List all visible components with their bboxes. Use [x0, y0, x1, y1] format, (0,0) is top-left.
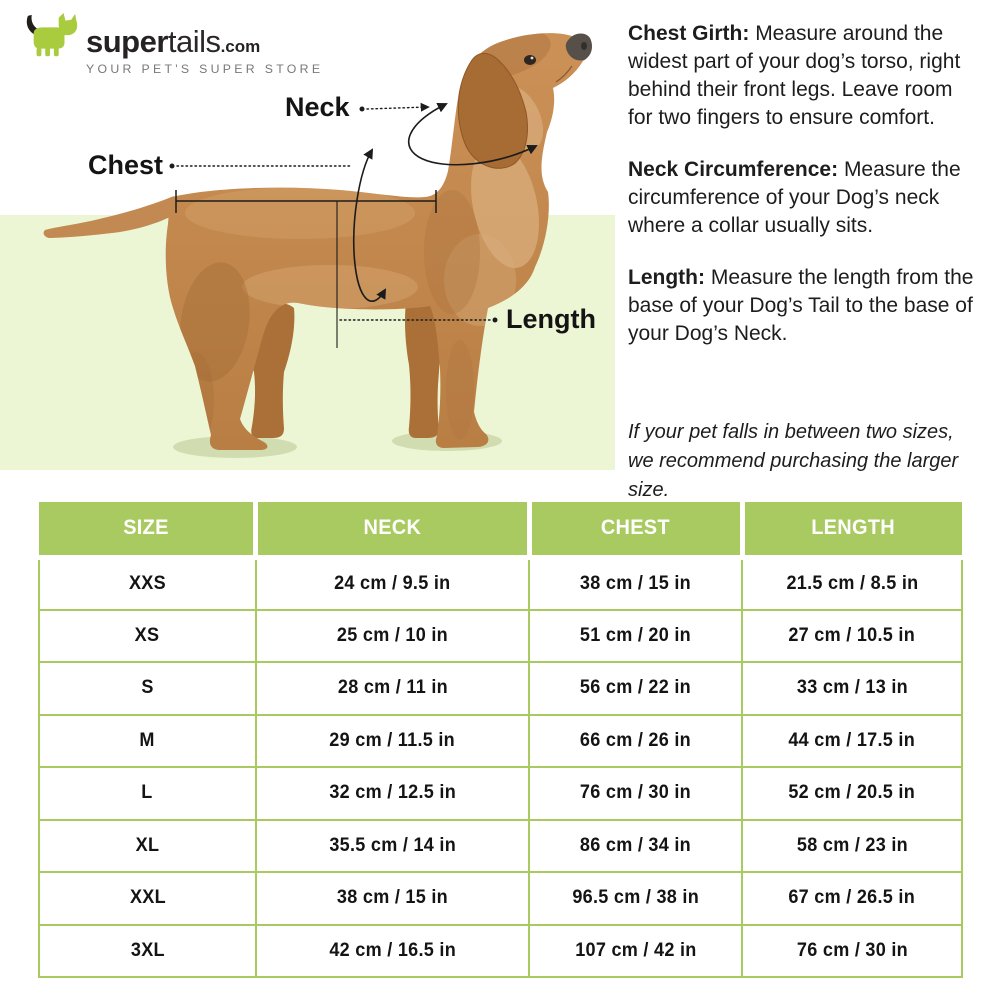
- chest-cell: 66 cm / 26 in: [529, 715, 742, 768]
- chest-cell: 56 cm / 22 in: [529, 662, 742, 715]
- size-cell: M: [39, 715, 256, 768]
- length-instruction: [628, 264, 980, 348]
- size-chart: [38, 502, 963, 978]
- brand-name: [86, 26, 323, 57]
- table-row: [39, 925, 962, 978]
- chest-cell: 76 cm / 30 in: [529, 767, 742, 820]
- header-chest: CHEST: [529, 502, 742, 557]
- size-cell: XS: [39, 610, 256, 663]
- neck-cell: 29 cm / 11.5 in: [256, 715, 529, 768]
- size-cell: XXL: [39, 872, 256, 925]
- supertails-logo: [22, 12, 323, 76]
- length-label: Length: [506, 304, 596, 334]
- brand-tagline: YOUR PET'S SUPER STORE: [86, 62, 324, 76]
- chest-girth-heading: Chest Girth:: [628, 22, 750, 45]
- brand-dotcom: .com: [220, 37, 261, 56]
- chest-girth-body: Measure around the widest part of your dog’s torso, right behind their front legs. Leave room for two fingers to ensure comfort.: [628, 22, 961, 129]
- brand-super: super: [86, 24, 168, 59]
- neck-circumference-instruction: [628, 156, 980, 240]
- length-cell: 76 cm / 30 in: [742, 925, 962, 978]
- chest-cell: 96.5 cm / 38 in: [529, 872, 742, 925]
- size-table: [38, 502, 963, 978]
- chest-cell: 107 cm / 42 in: [529, 925, 742, 978]
- header-length: LENGTH: [742, 502, 962, 557]
- chest-cell: 86 cm / 34 in: [529, 820, 742, 873]
- length-cell: 44 cm / 17.5 in: [742, 715, 962, 768]
- table-row: [39, 557, 962, 610]
- size-cell: L: [39, 767, 256, 820]
- dog-eye: [524, 55, 536, 65]
- chest-girth-instruction: [628, 20, 980, 132]
- length-cell: 67 cm / 26.5 in: [742, 872, 962, 925]
- header-size: SIZE: [39, 502, 256, 557]
- size-cell: XXS: [39, 557, 256, 610]
- brand-tails: tails: [167, 24, 221, 59]
- length-body: Measure the length from the base of your Dog’s Tail to the base of your Dog’s Neck.: [628, 266, 974, 345]
- neck-cell: 42 cm / 16.5 in: [256, 925, 529, 978]
- chest-cell: 38 cm / 15 in: [529, 557, 742, 610]
- dog-logo-icon: [22, 12, 80, 64]
- length-cell: 33 cm / 13 in: [742, 662, 962, 715]
- table-row: [39, 820, 962, 873]
- length-cell: 27 cm / 10.5 in: [742, 610, 962, 663]
- neck-cell: 32 cm / 12.5 in: [256, 767, 529, 820]
- table-row: [39, 715, 962, 768]
- length-cell: 58 cm / 23 in: [742, 820, 962, 873]
- length-cell: 21.5 cm / 8.5 in: [742, 557, 962, 610]
- neck-cell: 25 cm / 10 in: [256, 610, 529, 663]
- size-cell: XL: [39, 820, 256, 873]
- table-row: [39, 872, 962, 925]
- size-cell: S: [39, 662, 256, 715]
- neck-cell: 38 cm / 15 in: [256, 872, 529, 925]
- length-cell: 52 cm / 20.5 in: [742, 767, 962, 820]
- neck-label: Neck: [285, 92, 350, 122]
- neck-circumference-body: Measure the circumference of your Dog’s neck where a collar usually sits.: [628, 158, 961, 237]
- header-neck: NECK: [256, 502, 529, 557]
- table-row: [39, 767, 962, 820]
- size-cell: 3XL: [39, 925, 256, 978]
- chest-label: Chest: [88, 150, 164, 180]
- chest-cell: 51 cm / 20 in: [529, 610, 742, 663]
- table-header-row: [39, 502, 962, 557]
- length-heading: Length:: [628, 266, 705, 289]
- neck-cell: 35.5 cm / 14 in: [256, 820, 529, 873]
- table-row: [39, 662, 962, 715]
- sizing-note: If your pet falls in between two sizes, we recommend purchasing the larger size.: [628, 421, 959, 501]
- neck-cell: 24 cm / 9.5 in: [256, 557, 529, 610]
- neck-cell: 28 cm / 11 in: [256, 662, 529, 715]
- neck-circumference-heading: Neck Circumference:: [628, 158, 839, 181]
- table-row: [39, 610, 962, 663]
- dog-far-legs: [245, 300, 440, 438]
- dog-tail: [44, 196, 176, 238]
